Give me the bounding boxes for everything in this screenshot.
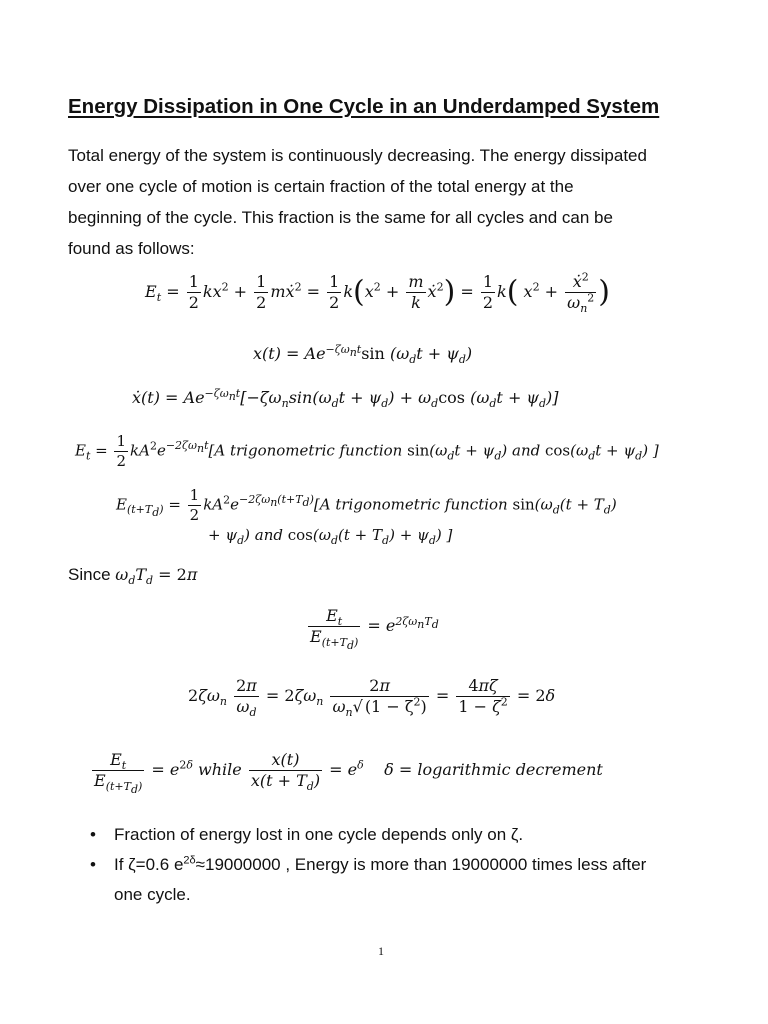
since-label: Since: [68, 565, 111, 584]
bullet-list: [90, 820, 710, 910]
intro-line: Total energy of the system is continuously decreasing. The energy dissipated: [68, 146, 647, 165]
equation-total-energy: $E_t$ = $\frac{1}{2}$ $kx^2$ + $\frac{1}{2}$ mẋ$^2$ = $\frac{1}{2}$ $k(x^2$ + $\frac{m}{k}$ ẋ$^2$) = $\frac{1}{2}$ k( $x^2$ + $\frac{ẋ^2}{\omega_n^2}$ ): [145, 270, 611, 316]
since-line: Since $\omega_dT_d = 2\pi$: [68, 565, 198, 588]
intro-paragraph: [68, 140, 708, 264]
equation-energy-vs-displacement: $\frac{E_t}{E_{(t+T_d)}}$ = $e^{2\delta}$ while $\frac{x(t)}{x(t + T_d)}$ = $e^\delta$ δ = logarithmic decrement: [94, 750, 603, 797]
equation-energy-t-plus-td-cont: + $\psi_d$) and $\cos(\omega_d(t + T_d) + \psi_d)$ ]: [208, 526, 453, 547]
page-number: 1: [378, 944, 384, 958]
intro-line: beginning of the cycle. This fraction is the same for all cycles and can be: [68, 208, 613, 227]
equation-delta-derivation: $2\zeta\omega_n$ $\frac{2\pi}{\omega_d}$ = $2\zeta\omega_n$ $\frac{2\pi}{\omega_n√ (1 - \zeta^2)}$ = $\frac{4\pi\zeta}{1 - \zeta^2}$ = 2δ: [188, 676, 556, 720]
bullet-item: • Fraction of energy lost in one cycle depends only on ζ.: [90, 820, 710, 850]
equation-energy-ratio: $\frac{E_t}{E_{(t+T_d)}}$ = $e^{2\zeta\omega_nT_d}$: [310, 606, 439, 653]
intro-line: found as follows:: [68, 239, 195, 258]
bullet-continuation: one cycle.: [114, 885, 191, 904]
bullet-item: • If ζ=0.6 $e^{2\delta}\approx 19000000$ , Energy is more than 19000000 times less after: [90, 850, 710, 880]
intro-line: over one cycle of motion is certain fraction of the total energy at the: [68, 177, 574, 196]
equation-velocity: ẋ(t) = $Ae^{-\zeta\omega_nt}[-\zeta\omega_n\sin(\omega_dt + \psi_d) + \omega_d\cos$ $(\omega_dt + \psi_d)$]: [132, 386, 559, 411]
document-title: Energy Dissipation in One Cycle in an Underdamped System: [68, 95, 660, 118]
equation-energy-t-plus-td: $E_{(t+T_d)}$ = $\frac{1}{2}$ $kA^2e^{-2\zeta\omega_n(t+T_d)}[A$ trigonometric function $\sin(\omega_d(t + T_d)$: [116, 486, 617, 524]
equation-displacement: $x(t) = Ae^{-\zeta\omega_nt}\sin$ $(\omega_dt + \psi_d)$: [253, 342, 473, 367]
equation-energy-t: $E_t$ = $\frac{1}{2}$ $kA^2e^{-2\zeta\omega_nt}[A$ trigonometric function $\sin(\omega_dt + \psi_d)$ and $\cos(\omega_dt + \psi_d)$ ]: [75, 432, 659, 470]
